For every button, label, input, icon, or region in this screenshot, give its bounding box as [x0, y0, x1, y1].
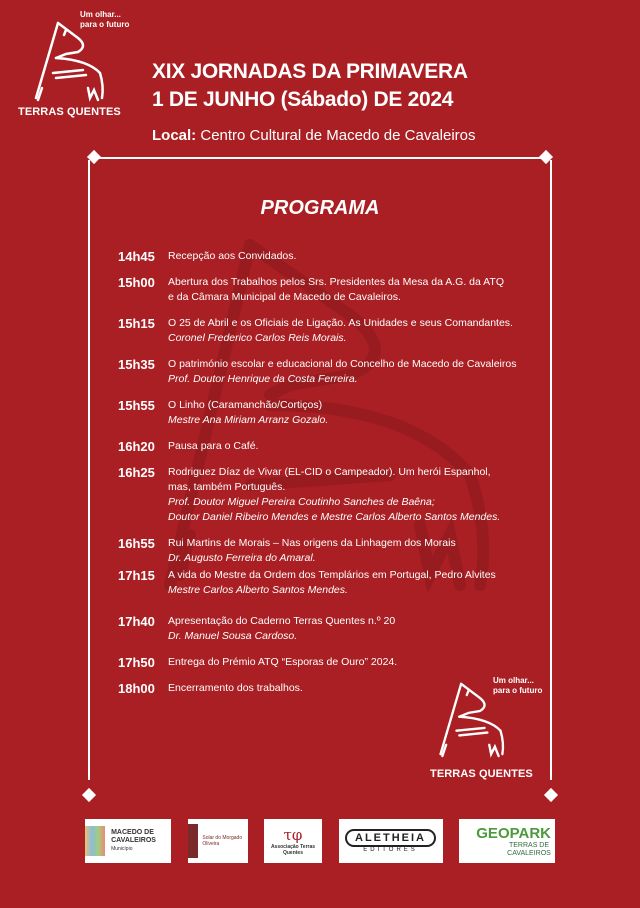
- partner-logo-solar: Solar do Morgado Oliveira: [188, 819, 248, 863]
- item-speaker: Coronel Frederico Carlos Reis Morais.: [168, 332, 347, 344]
- partner-logos: [85, 819, 555, 865]
- program-heading: PROGRAMA: [260, 197, 380, 219]
- item-speaker: Prof. Doutor Miguel Pereira Coutinho Sanches de Baêna;: [168, 496, 435, 508]
- program-item: [118, 536, 548, 566]
- item-time: 16h20: [118, 439, 155, 454]
- item-description: mas, também Português.: [168, 481, 286, 493]
- horse-icon: [28, 18, 108, 103]
- item-speaker: Prof. Doutor Henrique da Costa Ferreira.: [168, 373, 358, 385]
- event-title: [152, 58, 468, 114]
- item-speaker: Doutor Daniel Ribeiro Mendes e Mestre Carlos Alberto Santos Mendes.: [168, 511, 501, 523]
- item-time: 17h15: [118, 568, 155, 583]
- tagline-line2: para o futuro: [80, 20, 130, 29]
- program-item: [118, 655, 548, 670]
- item-description: O Linho (Caramanchão/Cortiços): [168, 399, 323, 411]
- item-time: 15h35: [118, 357, 155, 372]
- item-time: 15h15: [118, 316, 155, 331]
- program-item: [118, 398, 548, 428]
- partner-logo-macedo: MACEDO DE CAVALEIROS Município: [85, 819, 171, 863]
- item-speaker: Mestre Carlos Alberto Santos Mendes.: [168, 584, 348, 596]
- item-speaker: Dr. Manuel Sousa Cardoso.: [168, 630, 298, 642]
- event-location: [152, 127, 476, 144]
- item-time: 17h40: [118, 614, 155, 629]
- item-description: Abertura dos Trabalhos pelos Srs. Presidentes da Mesa da A.G. da ATQ: [168, 276, 504, 288]
- partner-logo-geopark: GEOPARK TERRAS DE CAVALEIROS: [459, 819, 555, 863]
- brand-name: TERRAS QUENTES: [430, 768, 533, 780]
- program-item: [118, 439, 548, 454]
- partner-logo-atq: τφ Associação Terras Quentes: [264, 819, 322, 863]
- terras-quentes-logo-small: [425, 672, 550, 784]
- item-description: O património escolar e educacional do Concelho de Macedo de Cavaleiros: [168, 358, 517, 370]
- item-time: 17h50: [118, 655, 155, 670]
- item-description: Apresentação do Caderno Terras Quentes n.º 20: [168, 615, 396, 627]
- item-time: 18h00: [118, 681, 155, 696]
- frame-top-line: [95, 157, 545, 159]
- item-speaker: Mestre Ana Miriam Arranz Gozalo.: [168, 414, 329, 426]
- item-description: Pausa para o Café.: [168, 440, 259, 452]
- item-description: e da Câmara Municipal de Macedo de Cavaleiros.: [168, 291, 401, 303]
- map-icon: [85, 826, 105, 856]
- terras-quentes-logo: [18, 10, 138, 125]
- item-description: Rodriguez Díaz de Vivar (EL-CID o Campeador). Um herói Espanhol,: [168, 466, 491, 478]
- program-item: [118, 357, 548, 387]
- partner-logo-aletheia: ALETHEIA EDITORES: [339, 819, 443, 863]
- brand-name: TERRAS QUENTES: [18, 106, 121, 118]
- frame-right-line: [550, 160, 552, 780]
- program-item: [118, 465, 548, 525]
- location-value: Centro Cultural de Macedo de Cavaleiros: [200, 127, 476, 144]
- program-list: [118, 249, 548, 707]
- diamond-ornament-bl: [82, 788, 96, 802]
- item-description: Rui Martins de Morais – Nas origens da Linhagem dos Morais: [168, 537, 456, 549]
- item-description: A vida do Mestre da Ordem dos Templários em Portugal, Pedro Alvites: [168, 569, 496, 581]
- title-line1: XIX JORNADAS DA PRIMAVERA: [152, 60, 468, 83]
- frame-left-line: [88, 160, 90, 780]
- item-time: 15h00: [118, 275, 155, 290]
- item-description: Recepção aos Convidados.: [168, 250, 297, 262]
- program-item: [118, 275, 548, 305]
- location-label: Local:: [152, 127, 197, 144]
- item-time: 16h25: [118, 465, 155, 480]
- title-line2: 1 DE JUNHO (Sábado) DE 2024: [152, 88, 454, 111]
- tagline-line1: Um olhar...: [80, 10, 121, 19]
- item-time: 14h45: [118, 249, 155, 264]
- item-time: 15h55: [118, 398, 155, 413]
- program-item: [118, 568, 548, 598]
- diamond-ornament-br: [544, 788, 558, 802]
- item-speaker: Dr. Augusto Ferreira do Amaral.: [168, 552, 316, 564]
- item-description: Encerramento dos trabalhos.: [168, 682, 303, 694]
- program-item: [118, 316, 548, 346]
- coat-of-arms-icon: [188, 824, 199, 858]
- program-item: [118, 249, 548, 264]
- program-item: [118, 614, 548, 644]
- tagline-line2: para o futuro: [493, 686, 543, 695]
- item-description: O 25 de Abril e os Oficiais de Ligação. As Unidades e seus Comandantes.: [168, 317, 513, 329]
- item-description: Entrega do Prémio ATQ “Esporas de Ouro” 2024.: [168, 656, 398, 668]
- tagline-line1: Um olhar...: [493, 676, 534, 685]
- item-time: 16h55: [118, 536, 155, 551]
